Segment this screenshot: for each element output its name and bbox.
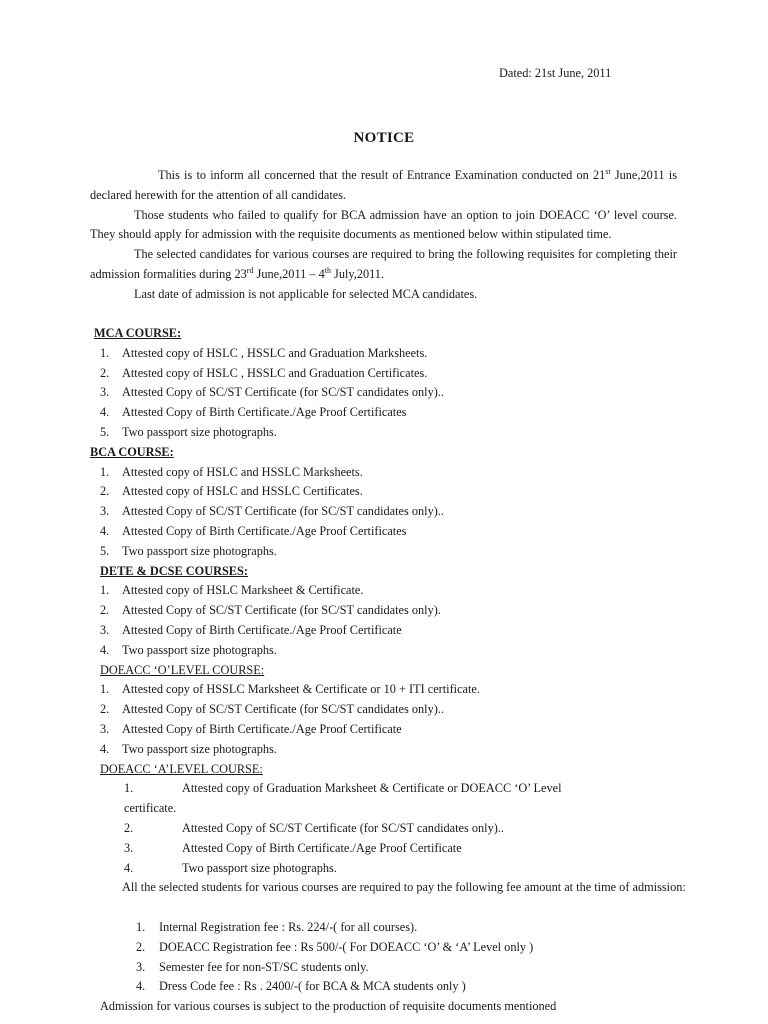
closing-line (0, 997, 768, 1017)
list-item: 1. Attested copy of HSSLC Marksheet & Certificate or 10 + ITI certificate. (100, 682, 480, 697)
list-item: 1. Attested copy of HSLC Marksheet & Certificate. (100, 583, 364, 598)
list-item: 4. Two passport size photographs. (100, 741, 277, 756)
olevel-heading-line (0, 661, 768, 681)
list-item-continuation: certificate. (124, 801, 177, 816)
list-item: 3. Attested Copy of Birth Certificate./Age Proof Certificate (124, 840, 462, 855)
list-item: 4. Attested Copy of Birth Certificate./Age Proof Certificates (100, 405, 407, 420)
list-item: 5. Two passport size photographs. (100, 543, 277, 558)
fees-intro-block (0, 878, 768, 918)
list-item: 2. Attested Copy of SC/ST Certificate (for SC/ST candidates only).. (124, 820, 504, 835)
intro-paragraph-requisites: The selected candidates for various courses are required to bring the following requisites for completing their admission formalities during 23rd June,2011 – 4th July,2011. (90, 247, 677, 281)
alevel-heading-line (0, 760, 768, 780)
mca-heading: MCA COURSE: (94, 326, 182, 340)
list-item: 4. Dress Code fee : Rs . 2400/-( for BCA & MCA students only ) (136, 979, 466, 994)
list-item: 1. Attested copy of HSLC , HSSLC and Graduation Marksheets. (100, 345, 428, 360)
list-item: 3. Attested Copy of Birth Certificate./Age Proof Certificate (100, 622, 402, 637)
doeacc-a-level-heading: DOEACC ‘A’LEVEL COURSE: (100, 761, 263, 776)
list-item: 2. Attested Copy of SC/ST Certificate (for SC/ST candidates only). (100, 603, 441, 618)
intro-paragraph-result: This is to inform all concerned that the result of Entrance Examination conducted on 21st June,2011 is declared herewith for the attention of all candidates. (90, 166, 677, 202)
notice-title: NOTICE (353, 130, 415, 146)
closing-text: Admission for various courses is subject to the production of requisite documents mentioned (100, 999, 557, 1014)
dete-dcse-heading: DETE & DCSE COURSES: (100, 563, 248, 578)
dete-heading-line (0, 562, 768, 582)
intro-paragraph-last-date: Last date of admission is not applicable for selected MCA candidates. (134, 286, 478, 301)
list-item: 3. Attested Copy of Birth Certificate./Age Proof Certificate (100, 721, 402, 736)
intro-paragraph-bca-option: Those students who failed to qualify for BCA admission have an option to join DOEACC ‘O’ level course. They should apply for admission with the requisite documents as mentioned below within stipulated time. (90, 207, 677, 242)
bca-heading-line (0, 443, 768, 463)
list-item: 4. Attested Copy of Birth Certificate./Age Proof Certificates (100, 523, 407, 538)
list-item: 1. Attested copy of HSLC and HSSLC Marksheets. (100, 464, 363, 479)
list-item: 1. Internal Registration fee : Rs. 224/-( for all courses). (136, 919, 418, 934)
course-requirements (0, 324, 768, 1017)
list-item: 2. Attested copy of HSLC and HSSLC Certificates. (100, 484, 363, 499)
bca-heading: BCA COURSE: (90, 444, 174, 459)
list-item: 1. Attested copy of Graduation Marksheet & Certificate or DOEACC ‘O’ Level (124, 781, 562, 796)
mca-heading-line (0, 324, 768, 344)
list-item: 5. Two passport size photographs. (100, 424, 277, 439)
notice-date: Dated: 21st June, 2011 (499, 66, 612, 80)
list-item: 2. Attested Copy of SC/ST Certificate (for SC/ST candidates only).. (100, 702, 444, 717)
list-item: 4. Two passport size photographs. (100, 642, 277, 657)
list-item: 3. Attested Copy of SC/ST Certificate (for SC/ST candidates only).. (100, 385, 444, 400)
fees-intro: All the selected students for various courses are required to pay the following fee amount at the time of admission: (122, 880, 686, 895)
list-item: 3. Semester fee for non-ST/SC students only. (136, 959, 369, 974)
list-item: 2. Attested copy of HSLC , HSSLC and Graduation Certificates. (100, 365, 428, 380)
doeacc-o-level-heading: DOEACC ‘O’LEVEL COURSE: (100, 662, 265, 677)
list-item: 3. Attested Copy of SC/ST Certificate (for SC/ST candidates only).. (100, 504, 444, 519)
list-item: 2. DOEACC Registration fee : Rs 500/-( For DOEACC ‘O’ & ‘A’ Level only ) (136, 939, 534, 954)
list-item: 4. Two passport size photographs. (124, 860, 337, 875)
notice-intro (90, 166, 677, 305)
